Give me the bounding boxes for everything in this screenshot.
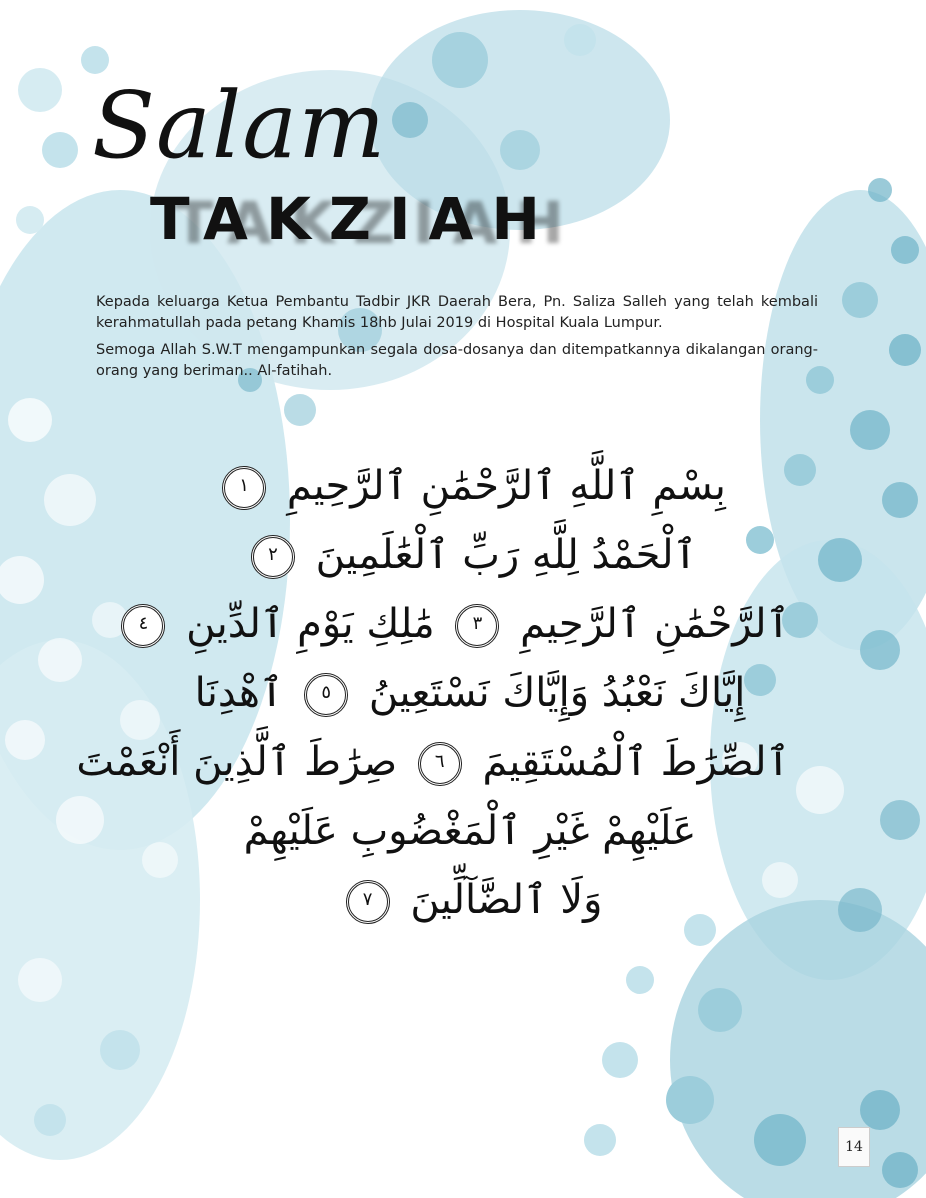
surah-line [150,866,790,935]
condolence-paragraph-2: Semoga Allah S.W.T mengampunkan segala dosa-dosanya dan ditempatkannya dikalangan orang-orang yang beriman.. Al-fatihah. [96,342,818,379]
condolence-paragraph-1: Kepada keluarga Ketua Pembantu Tadbir JKR Daerah Bera, Pn. Saliza Salleh yang telah kembali kerahmatullah pada petang Khamis 18hb Julai 2019 di Hospital Kuala Lumpur. [96,294,818,331]
page-number: 14 [838,1127,870,1167]
surah-line [150,452,790,521]
ayah-text: عَلَيْهِمْ غَيْرِ ٱلْمَغْضُوبِ عَلَيْهِمْ [243,808,697,854]
surah-line [138,590,790,659]
ayah-number-marker: ٣ [455,604,499,648]
ayah-text: ٱلصِّرَٰطَ ٱلْمُسْتَقِيمَ [482,739,790,785]
title-script: Salam [92,72,387,179]
surah-line [150,521,790,590]
ayah-text: ٱهْدِنَا [194,670,284,716]
ayah-text: مَٰلِكِ يَوْمِ ٱلدِّينِ [186,601,435,647]
ayah-number-marker: ١ [222,466,266,510]
ayah-text: ٱلْحَمْدُ لِلَّهِ رَبِّ ٱلْعَٰلَمِينَ [315,532,698,578]
ayah-number-marker: ٧ [346,880,390,924]
condolence-message [96,292,818,388]
ayah-text: ٱلرَّحْمَٰنِ ٱلرَّحِيمِ [520,601,790,647]
ayah-number-marker: ٦ [418,742,462,786]
ayah-number-marker: ٢ [251,535,295,579]
ayah-text: بِسْمِ ٱللَّهِ ٱلرَّحْمَٰنِ ٱلرَّحِيمِ [286,463,726,509]
ayah-text: وَلَا ٱلضَّآلِّينَ [410,877,603,923]
surah-line [150,659,790,728]
title-block: TAKZIAH [150,185,558,253]
ayah-number-marker: ٥ [304,673,348,717]
ayah-number-marker: ٤ [121,604,165,648]
surah-line [76,728,790,797]
surah-al-fatihah [76,452,790,935]
surah-line [150,797,790,866]
ayah-text: إِيَّاكَ نَعْبُدُ وَإِيَّاكَ نَسْتَعِينُ [368,670,746,716]
ayah-text: صِرَٰطَ ٱلَّذِينَ أَنْعَمْتَ [76,739,398,785]
